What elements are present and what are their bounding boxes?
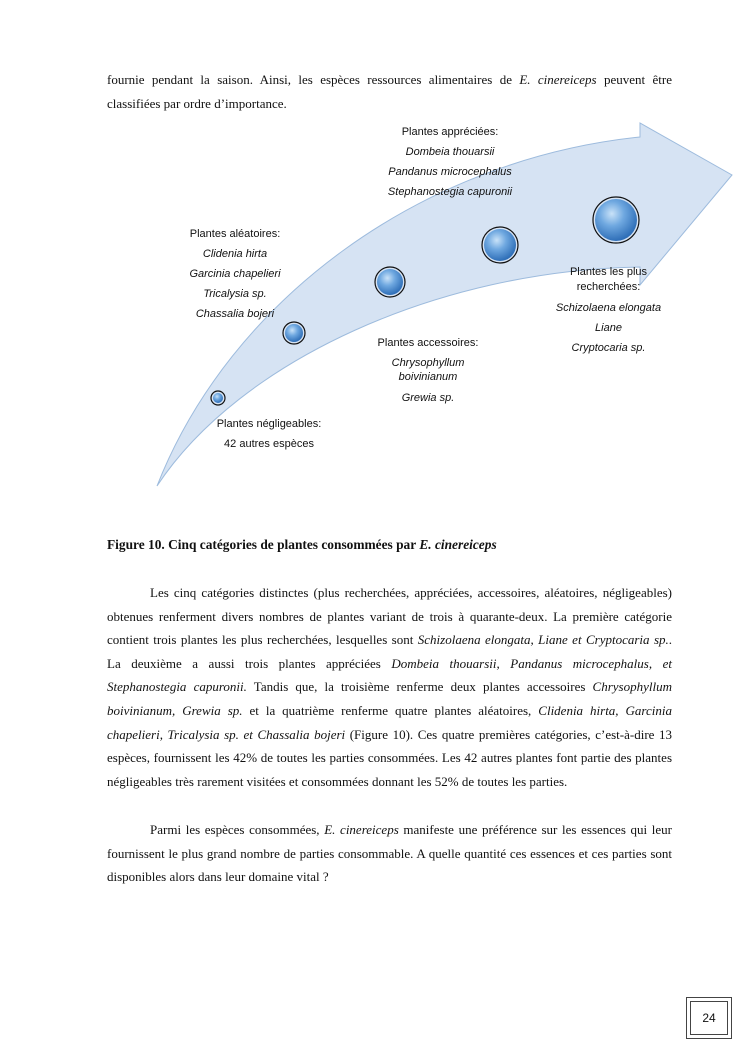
text-run: (Figure 10). Ces quatre premières catégories, c’est-à-dire 13 espèces, fournissent les 42% de toutes les parties consommées. Les 42 autres plantes font partie des plantes négligeables très rarement visitées et consommées donnant les 52% de toutes les parties. [107, 726, 673, 789]
italic-run: Chrysophyllum boivinianum, Grewia sp. [107, 679, 672, 718]
species-item: Pandanus microcephalus [388, 166, 512, 178]
species-item: Garcinia chapelieri [189, 268, 281, 280]
page-number: 24 [690, 1001, 728, 1035]
species-item: Chassalia bojeri [195, 308, 275, 320]
species-item: Clidenia hirta [202, 248, 268, 260]
text-run: Tandis que, la troisième renferme deux plantes accessoires [246, 679, 593, 695]
species-item: 42 autres espèces [224, 438, 314, 450]
species-item: Cryptocaria sp. [571, 342, 646, 354]
italic-run: Schizolaena elongata, Liane et Cryptocaria sp. [417, 632, 669, 648]
species-name: E. cinereiceps [519, 72, 597, 87]
species-item: Dombeia thouarsii [405, 146, 495, 158]
top-paragraph-text-end: peuvent être classifiées par ordre d’importance. [107, 72, 673, 111]
species-item: Liane [595, 322, 622, 334]
category-heading: Plantes appréciées: [401, 126, 499, 138]
text-run: Parmi les espèces consommées, [150, 822, 325, 837]
italic-run: E. cinereiceps [324, 822, 399, 837]
italic-run: Dombeia thouarsii, Pandanus microcephalus, et Stephanostegia capuronii. [107, 655, 672, 695]
label-aleatoires [170, 224, 300, 324]
text-run: et la quatrième renferme quatre plantes aléatoires, [242, 702, 539, 718]
body-paragraph-2 [107, 818, 672, 889]
italic-run: Clidenia hirta, Garcinia chapelieri, Tricalysia sp. et Chassalia bojeri [107, 702, 672, 742]
top-paragraph-text: fournie pendant la saison. Ainsi, les espèces ressources alimentaires de [107, 72, 520, 87]
page-number-box [686, 997, 732, 1039]
importance-arrow-diagram [0, 0, 745, 520]
body-paragraph-1 [107, 581, 672, 793]
label-negligeables [205, 414, 333, 454]
text-run: Les cinq catégories distinctes (plus recherchées, appréciées, accessoires, aléatoires, négligeables) obtenues renferment divers nombres de plantes variant de trois à quarante-deux. La première catégorie contient trois plantes les plus recherchées, lesquelles sont [107, 585, 672, 648]
label-appreciees [370, 122, 530, 202]
caption-text: Figure 10. Cinq catégories de plantes consommées par [107, 537, 420, 552]
species-item: Grewia sp. [401, 392, 455, 404]
text-run: manifeste une préférence sur les essences qui leur fournissent le plus grand nombre de parties consommable. A quelle quantité ces essences et ces parties sont disponibles alors dans leur domaine vital ? [107, 822, 673, 885]
category-heading: Plantes aléatoires: [189, 228, 281, 240]
category-heading: Plantes négligeables: [216, 418, 322, 430]
caption-species: E. cinereiceps [419, 537, 497, 552]
category-heading: Plantes les plus recherchées: [569, 266, 648, 293]
species-item: Tricalysia sp. [203, 288, 267, 300]
label-plus-recherchees [551, 265, 666, 358]
figure-caption [107, 537, 497, 553]
species-item: Chrysophyllum boivinianum [391, 357, 465, 383]
text-run: . La deuxième a aussi trois plantes appréciées [107, 632, 673, 671]
label-accessoires [372, 333, 484, 408]
category-heading: Plantes accessoires: [377, 337, 479, 349]
species-item: Stephanostegia capuronii [387, 186, 513, 198]
species-item: Schizolaena elongata [555, 302, 662, 314]
